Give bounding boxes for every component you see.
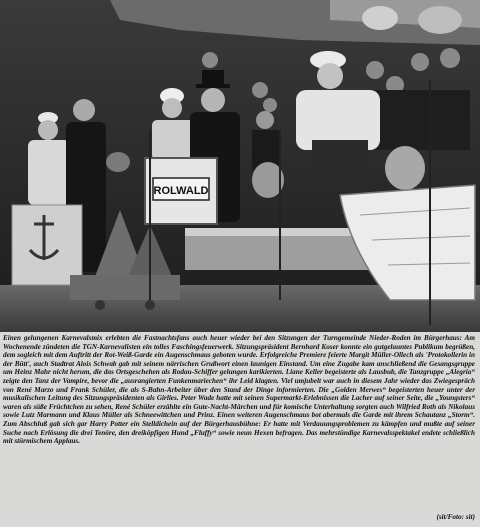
photo-credit: (sit/Foto: sit) [436, 513, 475, 521]
photo-caption: Einen gelungenen Karnevalsmix erlebten die Fastnachtsfans auch heuer wieder bei den Sitzungen der Turngemeinde Nieder-Roden im Bürgerhaus: Am Wochenende zündeten die TGN-Karnevalisten ein tolles Faschingsfeuerwerk. Sitzungspräsident Bernhard Koser konnte ein gutgelauntes Publikum begrüßen, dem sogleich mit dem Auftritt der Rot-Weiß-Garde ein Augenschmaus geboten wurde. Erfolgreiche Premiere feierte Margit Müller-Ollech als 'Protokollerin in der Bütt', auch Stadtrat Alois Schwab gab mit seinem närrischen Grußwort einen launigen Einstand. Um eine Zugabe kam anschließend die Gesangsgruppe um Heinz Mahr nicht herum, die das Ortsgeschehen als Rodau-Schiffer gelungen karikierten. Liane Keller begeisterte als Lausbub, die Tanzgruppe „Alegria“ zeigte den Tanz der Vampire, bevor die „ausrangierten Funkenmariechen“ ihr Leid klagten. Viel umjubelt war auch in diesem Jahr wieder das Zwiegespräch von René Marzo und Frank Schüler, die als S-Bahn-Arbeiter über den Stand der Dinge informierten. Die „Golden Merwes“ begeisterten heuer unter der musikalischen Leitung des Sitzungspräsidenten als Girlies. Peter Wade hatte mit seinen Supermarkt-Erlebnissen die Lacher auf seiner Seite, die „Youngsters“ waren als süße Früchtchen zu sehen, René Schüler erzählte ein Gute-Nacht-Märchen und für komische Unterhaltung sorgten auch Wilfried Roth als Nikolaus sowie Lutz Marmann und Klaus Müller als Schneewittchen und Prinz. Einen weiteren Augenschmaus bot abermals die Garde mit ihrem Schautanz „Storm“. Zum Abschluß gab sich gar Harry Potter ein Stelldichein auf der Bürgerhausbühne: Er hatte mit Verdauungsproblemen zu kämpfen und mußte auf seiner Suche nach Erlösung die drei Tenöre, den dreiköpfigen Hund „Fluffy“ sowie neun Hexen befragen. Das mehrstündige Karnevalsspektakel endete schließlich mit stürmischem Applaus. [3, 334, 475, 446]
sign-text: ROLWALD [153, 185, 209, 197]
